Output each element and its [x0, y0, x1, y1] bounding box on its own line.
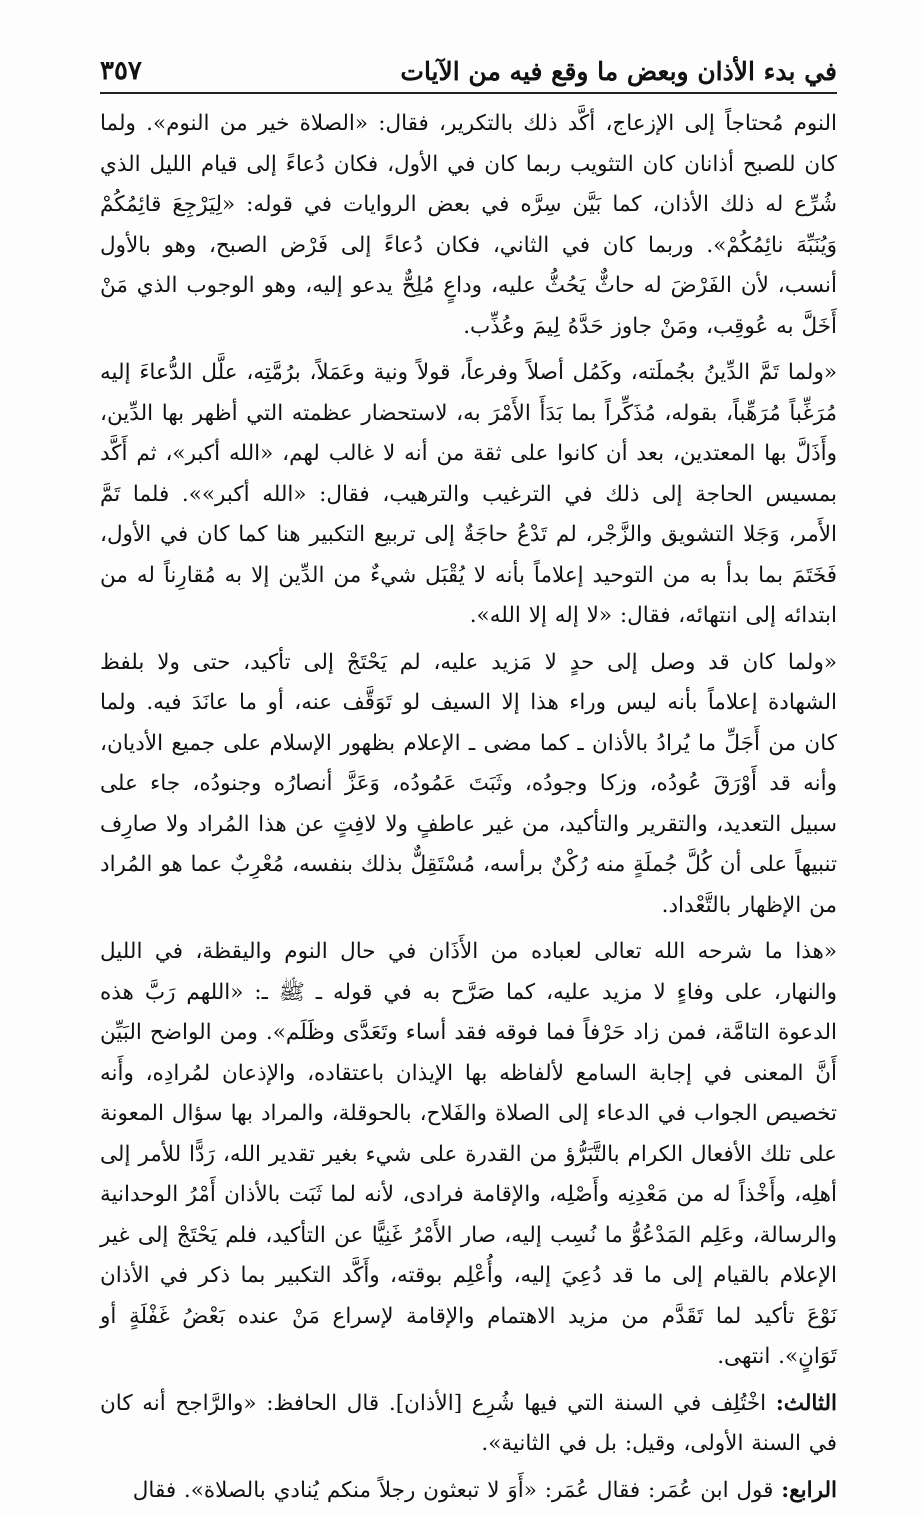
running-title: في بدء الأذان وبعض ما وقع فيه من الآيات — [400, 57, 837, 86]
paragraph-label: الثالث: — [775, 1390, 837, 1416]
paragraph-text: «ولما تَمَّ الدِّينُ بجُملَته، وكَمُل أصلاً وفرعاً، قولاً ونية وعَمَلاً، برُمَّتِه، علَّل الدُّعاءَ إليه مُرَغِّباً مُرَهِّباً، بقوله، مُذَكِّراً بما بَدَأَ الأَمْرَ به، لاستحضار عظمته التي أظهر بها الدِّين، وأَذَلَّ بها المعتدين، بعد أن كانوا على ثقة من أنه لا غالب لهم، «الله أكبر»، ثم أَكَّد بمسيس الحاجة إلى ذلك في الترغيب والترهيب، فقال: «الله أكبر»». فلما تَمَّ الأَمر، وَجَلا التشويق والزَّجْر، لم تَدْعُ حاجَةٌ إلى تربيع التكبير هنا كما كان في الأول، فَخَتَمَ بما بدأ به من التوحيد إعلاماً بأنه لا يُقْبَل شيءٌ من الدِّين إلا به مُقارِناً له من ابتدائه إلى انتهائه، فقال: «لا إله إلا الله». — [100, 360, 837, 628]
paragraph-text: النوم مُحتاجاً إلى الإزعاج، أكَّد ذلك بالتكرير، فقال: «الصلاة خير من النوم». ولما كان للصبح أذانان كان التثويب ربما كان في الأول، فكان دُعاءً إلى قيام الليل الذي شُرِّع له ذلك الأذان، كما بَيَّن سِرَّه في بعض الروايات في قوله: «لِيَرْجِعَ قائِمُكُمْ وَيُنَبِّهَ نائِمُكُمْ». وربما كان في الثاني، فكان دُعاءً إلى فَرْض الصبح، وهو بالأول أنسب، لأن الفَرْضَ له حاثٌّ يَحُثُّ عليه، وداعٍ مُلِحٌّ يدعو إليه، وهو الوجوب الذي مَنْ أَخَلَّ به عُوقِب، ومَنْ جاوز حَدَّهُ لِيمَ وعُذِّب. — [100, 111, 837, 339]
page-header — [100, 52, 837, 94]
paragraph-3 — [100, 643, 837, 927]
page-body — [100, 104, 837, 1517]
paragraph-6 — [100, 1471, 837, 1512]
paragraph-text: «ولما كان قد وصل إلى حدٍ لا مَزيد عليه، لم يَحْتَجْ إلى تأكيد، حتى ولا بلفظ الشهادة إعلاماً بأنه ليس وراء هذا إلا السيف لو تَوَقَّف عنه، أو ما عانَدَ فيه. ولما كان من أَجَلِّ ما يُرادُ بالأذان ـ كما مضى ـ الإعلام بظهور الإسلام على جميع الأديان، وأنه قد أَوْرَقَ عُودُه، وزكا وجودُه، وثَبَتَ عَمُودُه، وَعَزَّ أنصارُه وجنودُه، جاء على سبيل التعديد، والتقرير والتأكيد، من غير عاطفٍ ولا لافِتٍ عن هذا المُراد ولا صارِف تنبيهاً على أن كُلَّ جُملَةٍ منه رُكْنٌ برأسه، مُسْتَقِلٌّ بذلك بنفسه، مُعْرِبٌ عما هو المُراد من الإظهار بالتَّعْداد. — [100, 649, 837, 918]
paragraph-1 — [100, 104, 837, 347]
paragraph-text: اخْتُلِف في السنة التي فيها شُرِع [الأذان]. قال الحافظ: «والرَّاجح أنه كان في السنة الأولى، وقيل: بل في الثانية». — [100, 1390, 837, 1456]
page-number: ٣٥٧ — [100, 56, 142, 86]
paragraph-4 — [100, 932, 837, 1378]
paragraph-label: الرابع: — [781, 1477, 837, 1503]
paragraph-2 — [100, 353, 837, 637]
paragraph-5 — [100, 1384, 837, 1465]
paragraph-text: «هذا ما شرحه الله تعالى لعباده من الأَذَان في حال النوم واليقظة، في الليل والنهار، على وفاءٍ لا مزيد عليه، كما صَرَّح به في قوله ـ ﷺ ـ: «اللهم رَبَّ هذه الدعوة التامَّة، فمن زاد حَرْفاً فما فوقه فقد أساء وتَعَدَّى وظَلَم». ومن الواضح البَيِّن أَنَّ المعنى في إجابة السامع لألفاظه بها الإيذان باعتقاده، والإذعان لمُرادِه، وأَنه تخصيص الجواب في الدعاء إلى الصلاة والفَلاح، بالحوقلة، والمراد بها سؤال المعونة على تلك الأفعال الكرام بالتَّبَرُّؤ من القدرة على شيء بغير تقدير الله، رَدًّا للأمر إلى أهلِه، وأَخْذاً له من مَعْدِنِه وأَصْلِه، والإقامة فرادى، لأنه لما ثَبَت بالأذان أَمْرُ الوحدانية والرسالة، وعَلِم المَدْعُوُّ ما نُسِب إليه، صار الأَمْرُ غَنِيًّا عن التأكيد، فلم يَحْتَجْ إلى غير الإعلام بالقيام إلى ما قد دُعِيَ إليه، وأُعْلِم بوقته، وأَكَّد التكبير بما ذكر في الأذان نَوْعَ تأكيد لما تَقَدَّم من مزيد الاهتمام والإقامة لإسراع مَنْ عنده بَعْضُ غَفْلَةٍ أو تَوَانٍ». انتهى. — [100, 939, 837, 1369]
paragraph-text: قول ابن عُمَر: فقال عُمَر: «أَوَ لا تبعثون رجلاً منكم يُنادي بالصلاة». فقال — [132, 1477, 774, 1503]
